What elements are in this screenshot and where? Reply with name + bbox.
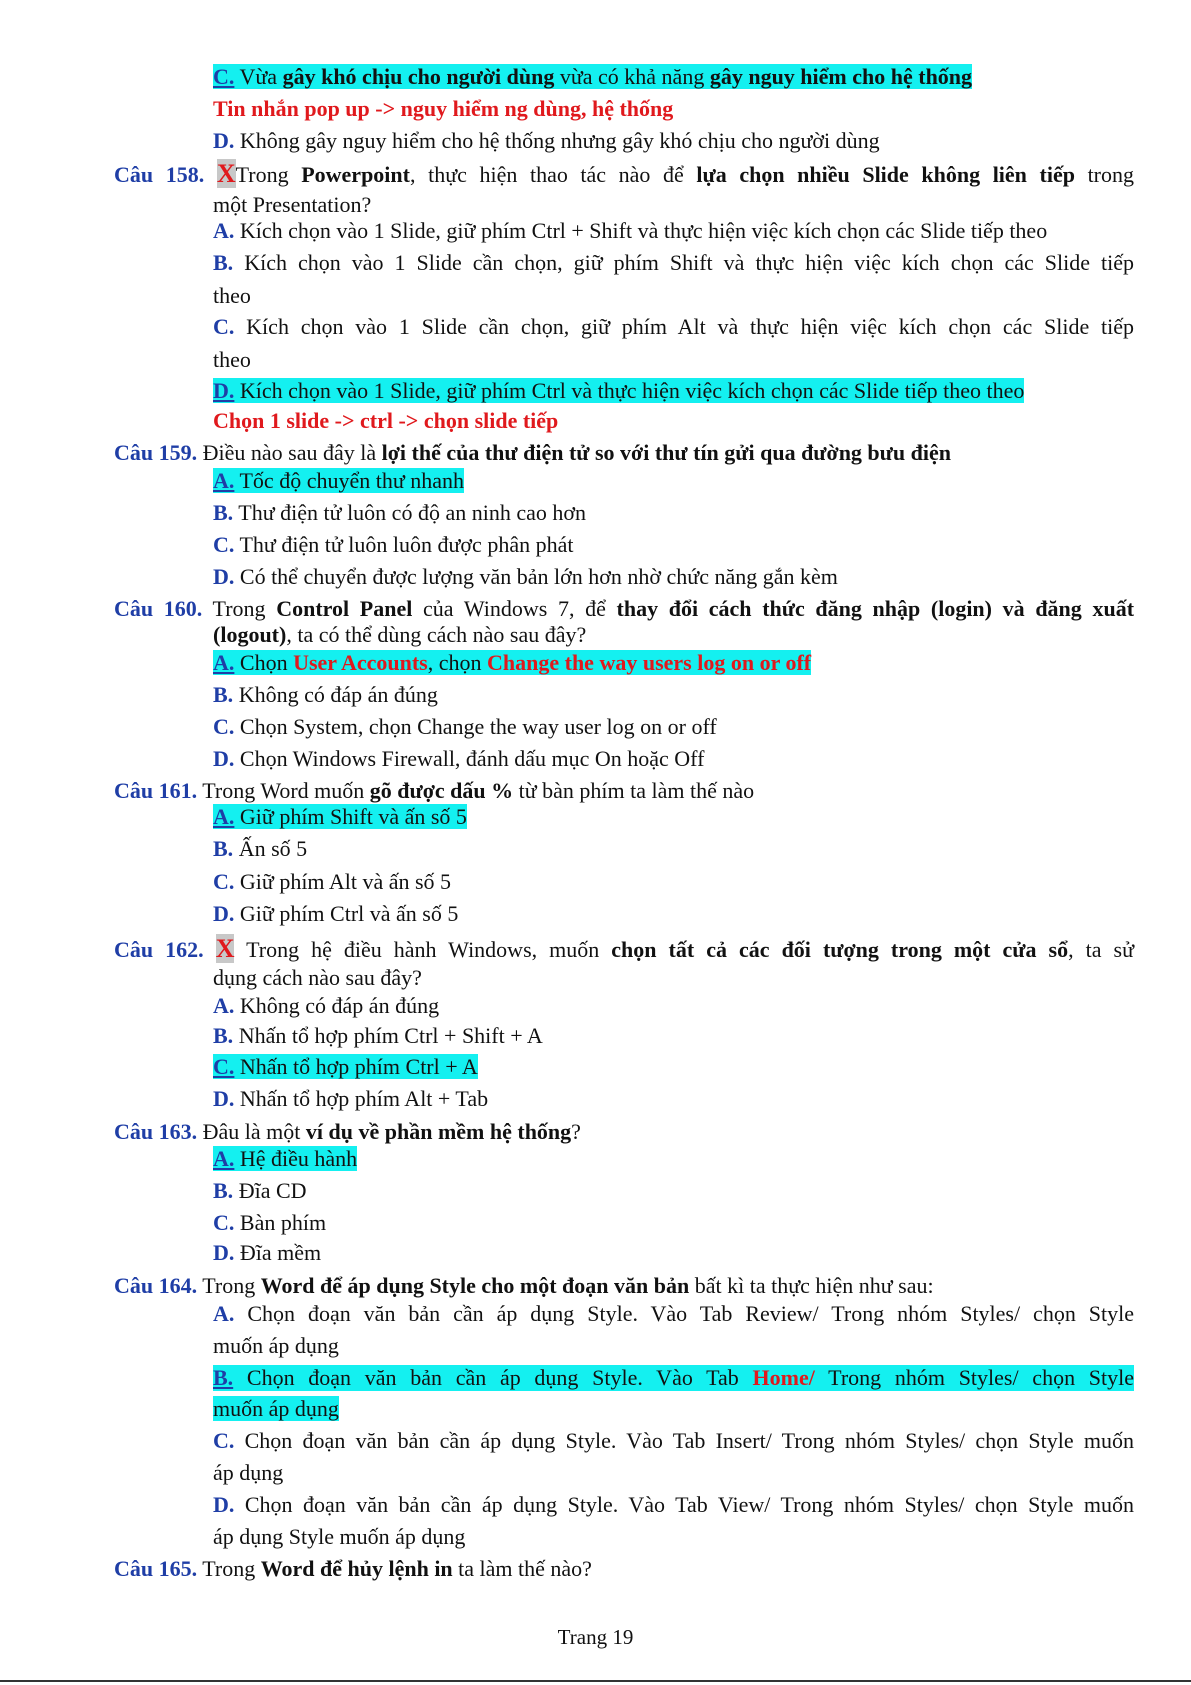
footer-rule (0, 1680, 1191, 1682)
question-label: Câu 159. (114, 440, 198, 465)
question-label: Câu 160. (114, 596, 203, 621)
page-number: Trang 19 (557, 1625, 634, 1649)
q163-option-b: B. Đĩa CD (213, 1178, 307, 1203)
q164-option-c-line2: áp dụng (213, 1460, 284, 1485)
question-label: Câu 163. (114, 1119, 198, 1144)
q162-option-d: D. Nhấn tổ hợp phím Alt + Tab (213, 1086, 489, 1111)
q164-option-a: A. Chọn đoạn văn bản cần áp dụng Style. Vào Tab Review/ Trong nhóm Styles/ chọn Style (213, 1301, 1134, 1326)
q158-note: Chọn 1 slide -> ctrl -> chọn slide tiếp (213, 408, 559, 433)
question-label: Câu 164. (114, 1273, 198, 1298)
wrong-mark-icon: X (215, 934, 235, 963)
q161-question: Câu 161. Trong Word muốn gõ được dấu % từ bàn phím ta làm thế nào (114, 778, 755, 803)
q160-question: Câu 160. Trong Control Panel của Windows 7, để thay đổi cách thức đăng nhập (login) và đăng xuất (114, 596, 1135, 621)
wrong-mark-icon: X (216, 159, 236, 188)
q160-question-line2: (logout), ta có thể dùng cách nào sau đây? (213, 622, 587, 647)
q157-option-d: D. Không gây nguy hiểm cho hệ thống nhưng gây khó chịu cho người dùng (213, 128, 880, 153)
q159-option-b: B. Thư điện tử luôn có độ an ninh cao hơn (213, 500, 586, 525)
q164-option-c: C. Chọn đoạn văn bản cần áp dụng Style. Vào Tab Insert/ Trong nhóm Styles/ chọn Style muốn (213, 1428, 1134, 1453)
q158-option-b-line2: theo (213, 283, 251, 308)
q162-question-line2: dụng cách nào sau đây? (213, 965, 422, 990)
q158-question: Câu 158. XTrong Powerpoint, thực hiện thao tác nào để lựa chọn nhiều Slide không liên tiếp trong (114, 159, 1135, 188)
q163-option-c: C. Bàn phím (213, 1210, 327, 1235)
q164-option-a-line2: muốn áp dụng (213, 1333, 339, 1358)
q158-question-line2: một Presentation? (213, 192, 372, 217)
question-label: Câu 161. (114, 778, 198, 803)
q157-option-c: C. Vừa gây khó chịu cho người dùng vừa có khả năng gây nguy hiểm cho hệ thống (213, 64, 973, 89)
q161-option-b: B. Ấn số 5 (213, 836, 308, 861)
question-label: Câu 158. (114, 162, 205, 187)
q164-option-d: D. Chọn đoạn văn bản cần áp dụng Style. Vào Tab View/ Trong nhóm Styles/ chọn Style muốn (213, 1492, 1134, 1517)
option-key: C. (213, 64, 235, 89)
q159-option-c: C. Thư điện tử luôn luôn được phân phát (213, 532, 574, 557)
q162-option-a: A. Không có đáp án đúng (213, 993, 440, 1018)
q159-option-d: D. Có thể chuyển được lượng văn bản lớn hơn nhờ chức năng gắn kèm (213, 564, 838, 589)
q158-option-c: C. Kích chọn vào 1 Slide cần chọn, giữ phím Alt và thực hiện việc kích chọn các Slide tiếp (213, 314, 1134, 339)
q165-question: Câu 165. Trong Word để hủy lệnh in ta làm thế nào? (114, 1556, 592, 1581)
q162-option-c: C. Nhấn tổ hợp phím Ctrl + A (213, 1054, 478, 1079)
q163-question: Câu 163. Đâu là một ví dụ về phần mềm hệ thống? (114, 1119, 581, 1144)
q158-option-b: B. Kích chọn vào 1 Slide cần chọn, giữ phím Shift và thực hiện việc kích chọn các Slide tiếp (213, 250, 1134, 275)
q158-option-c-line2: theo (213, 347, 251, 372)
q158-option-d: D. Kích chọn vào 1 Slide, giữ phím Ctrl và thực hiện việc kích chọn các Slide tiếp theo theo (213, 378, 1025, 403)
q157-note: Tin nhắn pop up -> nguy hiểm ng dùng, hệ thống (213, 96, 674, 121)
q160-option-d: D. Chọn Windows Firewall, đánh dấu mục On hoặc Off (213, 746, 705, 771)
q161-option-d: D. Giữ phím Ctrl và ấn số 5 (213, 901, 459, 926)
q161-option-c: C. Giữ phím Alt và ấn số 5 (213, 869, 452, 894)
q162-question: Câu 162. X Trong hệ điều hành Windows, muốn chọn tất cả các đối tượng trong một cửa sổ, ta sử (114, 934, 1135, 963)
q163-option-a: A. Hệ điều hành (213, 1146, 358, 1171)
q160-option-b: B. Không có đáp án đúng (213, 682, 438, 707)
q163-option-d: D. Đĩa mềm (213, 1240, 322, 1265)
q159-option-a: A. Tốc độ chuyển thư nhanh (213, 468, 465, 493)
q164-option-d-line2: áp dụng Style muốn áp dụng (213, 1524, 466, 1549)
q160-option-a: A. Chọn User Accounts, chọn Change the way users log on or off (213, 650, 812, 675)
q160-option-c: C. Chọn System, chọn Change the way user log on or off (213, 714, 717, 739)
q164-option-b-line2: muốn áp dụng (213, 1396, 339, 1421)
q158-option-a: A. Kích chọn vào 1 Slide, giữ phím Ctrl + Shift và thực hiện việc kích chọn các Slide tiếp theo (213, 218, 1048, 243)
q164-question: Câu 164. Trong Word để áp dụng Style cho một đoạn văn bản bất kì ta thực hiện như sau: (114, 1273, 934, 1298)
question-label: Câu 162. (114, 937, 204, 962)
q161-option-a: A. Giữ phím Shift và ấn số 5 (213, 804, 467, 829)
q159-question: Câu 159. Điều nào sau đây là lợi thế của thư điện tử so với thư tín gửi qua đường bưu điện (114, 440, 951, 465)
question-label: Câu 165. (114, 1556, 198, 1581)
q162-option-b: B. Nhấn tổ hợp phím Ctrl + Shift + A (213, 1023, 543, 1048)
q164-option-b: B. Chọn đoạn văn bản cần áp dụng Style. Vào Tab Home/ Trong nhóm Styles/ chọn Style (213, 1365, 1135, 1390)
